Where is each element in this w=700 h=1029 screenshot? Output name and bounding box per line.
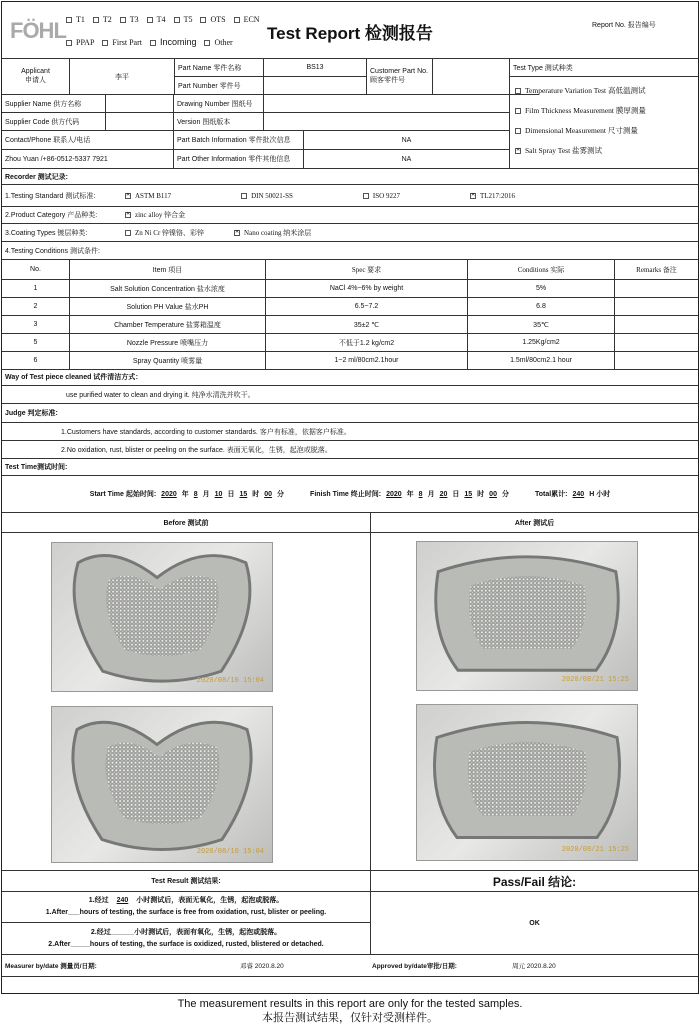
option-label: T3 <box>129 15 139 24</box>
checkbox-icon[interactable] <box>234 17 240 23</box>
option-label: Salt Spray Test 盐雾测试 <box>525 146 603 155</box>
table-row <box>2 334 698 352</box>
option-label: T1 <box>76 15 85 24</box>
table-cell: NaCl 4%~6% by weight <box>266 280 468 297</box>
checkbox-icon[interactable] <box>66 17 72 23</box>
photo-timestamp: 2020/08/10 15:04 <box>196 848 264 856</box>
approved-value: 周元 2020.8.20 <box>512 963 556 970</box>
table-cell <box>615 352 698 369</box>
judge-item-1: 1.Customers have standards, according to customer standards. 客户有标准，依据客户标准。 <box>2 423 698 441</box>
time-value: 8 <box>418 490 423 498</box>
checkbox-icon[interactable] <box>120 17 126 23</box>
customer-part-en: Customer Part No. <box>370 68 428 75</box>
part-image <box>417 542 637 690</box>
time-value: 15 <box>464 490 473 498</box>
part-image <box>52 707 272 862</box>
other-info-label: Part Other Information 零件其他信息 <box>174 150 304 168</box>
table-cell: Item 项目 <box>70 260 266 279</box>
checkbox-checked-icon[interactable]: ✕ <box>516 148 521 154</box>
result-line2-en: 2.After_____hours of testing, the surface is oxidized, rusted, blistered or detached. <box>48 940 324 948</box>
table-cell <box>615 280 698 297</box>
table-row <box>2 316 698 334</box>
table-cell: Chamber Temperature 盐雾箱温度 <box>70 316 266 333</box>
before-photo-1 <box>51 542 273 692</box>
checkbox-icon[interactable] <box>93 17 99 23</box>
option-label: DIN 50021-SS <box>251 191 293 200</box>
option-label: ASTM B117 <box>135 191 172 200</box>
contact-label: Contact/Phone 联系人/电话 <box>2 131 174 149</box>
judge-item-2: 2.No oxidation, rust, blister or peeling on the surface. 表面无氧化，生锈，起泡或脱落。 <box>2 441 698 459</box>
result-body <box>2 892 698 955</box>
part-number-value <box>264 77 367 94</box>
report-header <box>2 2 698 59</box>
time-label: 日 <box>227 491 235 498</box>
recorder-label: Recorder 测试记录: <box>2 169 698 185</box>
footer-line-en: The measurement results in this report are only for the tested samples. <box>177 998 523 1010</box>
batch-value: NA <box>304 131 510 149</box>
part-number-label: Part Number 零件号 <box>174 77 264 94</box>
checkbox-checked-icon[interactable]: ✕ <box>126 192 131 198</box>
table-cell <box>615 316 698 333</box>
contact-value: Zhou Yuan /+86-0512-5337 7921 <box>2 150 174 168</box>
option-label: Zn Ni Cr 锌镍铬、彩锌 <box>135 228 205 237</box>
checkbox-icon[interactable] <box>102 40 108 46</box>
table-cell: 3 <box>2 316 70 333</box>
time-value: 2020 <box>161 490 177 498</box>
option-label: T5 <box>183 15 193 24</box>
options-row-2 <box>66 37 241 47</box>
test-type-option[interactable] <box>515 81 693 101</box>
table-cell: Remarks 备注 <box>636 265 677 274</box>
applicant-en: Applicant <box>21 68 50 75</box>
footer <box>0 997 700 1025</box>
result-header <box>2 871 698 892</box>
checkbox-option[interactable] <box>147 15 166 24</box>
option-label: T4 <box>156 15 166 24</box>
checkbox-option[interactable] <box>125 228 204 238</box>
measurer-label: Measurer by/date 测量员/日期: <box>5 963 97 970</box>
checkbox-icon[interactable] <box>515 108 521 114</box>
signoff-row <box>2 955 698 977</box>
time-value: 00 <box>489 490 497 498</box>
option-label: First Part <box>112 38 142 47</box>
result-line2-cn: 2.经过______小时测试后，表面有氧化，生锈，起泡或脱落。 <box>90 928 282 936</box>
logo: FÖHL <box>10 18 66 43</box>
cleaning-value: use purified water to clean and drying it. 纯净水清洗并吹干。 <box>2 386 698 404</box>
table-cell: 1 <box>2 280 70 297</box>
part-image <box>52 543 272 691</box>
checkbox-icon[interactable] <box>147 17 153 23</box>
table-cell: Conditions 实际 <box>468 260 615 279</box>
time-value: 240 <box>572 490 585 498</box>
checkbox-option[interactable] <box>363 192 400 200</box>
applicant-cn: 申请人 <box>25 77 46 84</box>
checkbox-icon[interactable] <box>66 40 72 46</box>
checkbox-icon[interactable] <box>174 17 180 23</box>
before-photo-2 <box>51 706 273 863</box>
option-label: Other <box>214 38 233 47</box>
photo-timestamp: 2020/08/10 15:04 <box>196 677 264 685</box>
passfail-label: Pass/Fail 结论: <box>492 874 577 889</box>
option-label: T2 <box>102 15 112 24</box>
checkbox-icon[interactable] <box>204 40 210 46</box>
checkbox-icon[interactable] <box>150 40 156 46</box>
checkbox-checked-icon[interactable]: ✕ <box>235 229 240 235</box>
time-label: 日 <box>452 491 460 498</box>
report-no-label: Report No. 报告编号 <box>592 22 656 29</box>
table-header <box>2 260 698 280</box>
table-cell: Spec 要求 <box>266 260 468 279</box>
after-photo-1 <box>416 541 638 691</box>
table-cell: Spray Quantity 喷雾量 <box>70 352 266 369</box>
category-label: 2.Product Category 产品种类: <box>5 212 98 219</box>
test-time-row <box>2 476 698 513</box>
time-label: Total累计: <box>534 491 568 498</box>
checkbox-icon[interactable] <box>363 193 369 199</box>
checkbox-option[interactable] <box>66 38 94 47</box>
table-cell: 1~2 ml/80cm2.1hour <box>266 352 468 369</box>
time-label: Start Time 起始时间: <box>89 491 157 498</box>
applicant-label <box>2 59 70 95</box>
test-type-label: Test Type 测试种类 <box>510 59 698 77</box>
table-cell <box>615 298 698 315</box>
product-category-row <box>2 207 698 224</box>
option-label: zinc alloy 锌合金 <box>135 211 186 219</box>
option-label: Nano coating 纳米涂层 <box>244 228 312 237</box>
checkbox-icon[interactable] <box>515 128 521 134</box>
checkbox-option[interactable] <box>125 210 185 220</box>
checkbox-option[interactable] <box>234 228 311 238</box>
approved-label: Approved by/date审批/日期: <box>372 963 457 970</box>
time-label: 分 <box>277 491 285 498</box>
test-time-label: Test Time测试时间: <box>2 459 698 476</box>
time-label: 年 <box>181 491 189 498</box>
cleaning-label: Way of Test piece cleaned 试件清洁方式： <box>2 368 698 386</box>
time-value: 10 <box>214 490 223 498</box>
test-type-option[interactable] <box>515 101 693 121</box>
checkbox-option[interactable] <box>234 15 260 24</box>
table-cell: 1.25Kg/cm2 <box>468 334 615 351</box>
option-label: Dimensional Measurement 尺寸测量 <box>525 126 638 135</box>
supplier-code-label: Supplier Code 供方代码 <box>2 113 106 130</box>
table-cell: 2 <box>2 298 70 315</box>
after-photo-2 <box>416 704 638 861</box>
time-value: 2020 <box>386 490 402 498</box>
batch-label: Part Batch Information 零件批次信息 <box>174 131 304 149</box>
checkbox-icon[interactable] <box>125 230 131 236</box>
page-title: Test Report 检测报告 <box>267 24 433 43</box>
checkbox-option[interactable] <box>204 38 232 47</box>
time-value: 00 <box>264 490 273 498</box>
part-name-label: Part Name 零件名称 <box>174 59 264 76</box>
time-label: 年 <box>406 491 414 498</box>
photo-headers <box>2 513 698 533</box>
option-label: Incoming <box>159 37 197 47</box>
standard-label: 1.Testing Standard 测试标准: <box>5 192 96 200</box>
photo-timestamp: 2020/08/21 15:25 <box>561 676 629 684</box>
info-table <box>2 59 510 169</box>
checkbox-option[interactable] <box>200 15 225 24</box>
passfail-value: OK <box>529 919 540 927</box>
result-line1-cn: 1.经过 240 小时测试后，表面无氧化，生锈，起泡或脱落。 <box>88 897 284 904</box>
checkbox-option[interactable] <box>120 15 139 24</box>
testing-standard-row <box>2 185 698 207</box>
option-label: ISO 9227 <box>372 191 400 200</box>
options-row-1 <box>66 15 268 24</box>
time-label: 月 <box>202 491 210 498</box>
before-label: Before 测试前 <box>2 513 371 532</box>
time-label: 分 <box>501 491 509 498</box>
conditions-label: 4.Testing Conditions 测试条件: <box>2 242 698 260</box>
test-type-option[interactable] <box>515 141 693 161</box>
after-label: After 测试后 <box>514 519 555 527</box>
customer-part-cn: 顾客零件号 <box>370 77 405 84</box>
coating-row <box>2 224 698 242</box>
option-label: Film Thickness Measurement 膜厚测量 <box>525 106 646 115</box>
option-label: ECN <box>243 15 260 24</box>
table-cell: 6.8 <box>468 298 615 315</box>
time-label: H 小时 <box>589 491 611 498</box>
table-cell: No. <box>2 260 70 279</box>
footer-line-cn: 本报告测试结果，仅针对受测样件。 <box>262 1012 438 1024</box>
judge-label: Judge 判定标准: <box>2 404 698 423</box>
result-label: Test Result 测试结果: <box>2 871 371 891</box>
table-cell: 不低于1.2 kg/cm2 <box>266 334 468 351</box>
checkbox-option[interactable] <box>174 15 193 24</box>
option-label: Temperature Variation Test 高低温测试 <box>525 86 646 95</box>
test-type-panel <box>510 59 698 169</box>
table-cell: Solution PH Value 盐水PH <box>70 298 266 315</box>
photo-timestamp: 2020/08/21 15:25 <box>561 846 629 854</box>
measurer-value: 邓睿 2020.8.20 <box>240 963 284 970</box>
checkbox-icon[interactable] <box>200 17 206 23</box>
supplier-name-label: Supplier Name 供方名称 <box>2 95 106 112</box>
checkbox-option[interactable] <box>93 15 112 24</box>
conditions-table <box>2 260 698 370</box>
test-type-option[interactable] <box>515 121 693 141</box>
drawing-number-label: Drawing Number 图纸号 <box>174 95 264 112</box>
option-label: OTS <box>210 15 226 24</box>
part-image <box>417 705 637 860</box>
option-label: TL217:2016 <box>479 191 515 200</box>
time-label: 时 <box>252 491 260 498</box>
table-cell: 5 <box>2 334 70 351</box>
report-form <box>1 1 699 994</box>
table-cell <box>615 334 698 351</box>
table-row <box>2 280 698 298</box>
checkbox-icon[interactable] <box>241 193 247 199</box>
coating-label: 3.Coating Types 镀层种类: <box>5 229 88 237</box>
checkbox-option[interactable] <box>125 192 171 200</box>
table-cell: Nozzle Pressure 喷嘴压力 <box>70 334 266 351</box>
time-value: 8 <box>193 490 198 498</box>
time-label: Finish Time 终止时间: <box>310 491 382 498</box>
option-label: PPAP <box>76 38 95 47</box>
table-cell: 5% <box>468 280 615 297</box>
result-line1-en: 1.After___hours of testing, the surface is free from oxidation, rust, blister or peeling. <box>45 909 327 916</box>
checkbox-checked-icon[interactable]: ✕ <box>126 212 131 218</box>
time-value: 15 <box>239 490 248 498</box>
checkbox-option[interactable] <box>150 38 197 47</box>
checkbox-option[interactable] <box>102 38 142 47</box>
checkbox-checked-icon[interactable]: ✕ <box>470 192 476 198</box>
table-cell: 1.5ml/80cm2.1 hour <box>468 352 615 369</box>
time-value: 20 <box>439 490 448 498</box>
checkbox-option[interactable] <box>470 192 515 200</box>
checkbox-option[interactable] <box>66 15 85 24</box>
table-cell: 6.5~7.2 <box>266 298 468 315</box>
part-name-value: BS13 <box>264 59 367 76</box>
applicant-value: 李平 <box>70 59 174 95</box>
table-cell: 35±2 ℃ <box>266 316 468 333</box>
time-label: 月 <box>427 491 435 498</box>
time-label: 时 <box>477 491 485 498</box>
other-info-value: NA <box>304 150 510 168</box>
table-cell: 6 <box>2 352 70 369</box>
table-row <box>2 298 698 316</box>
table-cell: Salt Solution Concentration 盐水浓度 <box>70 280 266 297</box>
version-label: Version 图纸版本 <box>174 113 264 130</box>
checkbox-icon[interactable] <box>515 88 521 94</box>
table-cell: 35℃ <box>468 316 615 333</box>
checkbox-option[interactable] <box>241 192 293 200</box>
